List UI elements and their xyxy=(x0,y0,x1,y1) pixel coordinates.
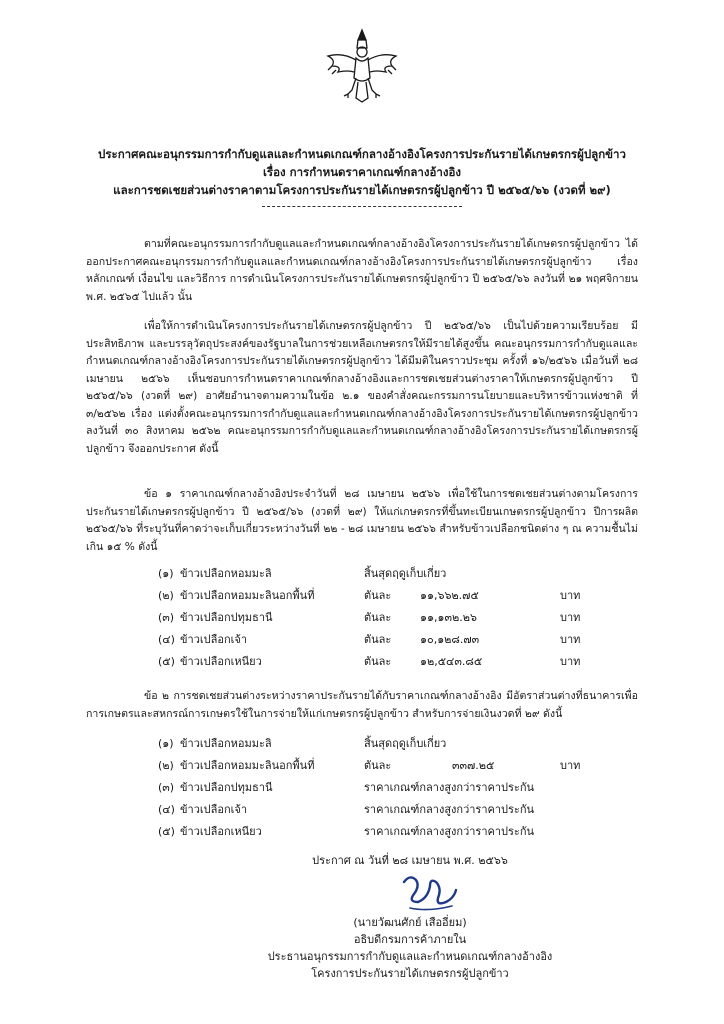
comp-row-no: (๕) xyxy=(158,825,175,838)
price-row-unit: ตันละ xyxy=(364,611,392,624)
price-row-value: ๑๒,๕๔๓.๘๕ xyxy=(420,655,483,668)
header-divider xyxy=(262,206,462,207)
comp-row-text: ราคาเกณฑ์กลางสูงกว่าราคาประกัน xyxy=(364,781,535,794)
comp-row-name: ข้าวเปลือกเหนียว xyxy=(180,825,262,838)
signer-name: (นายวัฒนศักย์ เสืออี่ยม) xyxy=(353,916,467,929)
comp-row-no: (๒) xyxy=(158,759,174,772)
price-row-unit: สิ้นสุดฤดูเก็บเกี่ยว xyxy=(364,567,447,580)
price-row-unit: ตันละ xyxy=(364,655,392,668)
price-row-name: ข้าวเปลือกปทุมธานี xyxy=(180,611,273,624)
comp-row-no: (๑) xyxy=(158,737,174,750)
price-row-name: ข้าวเปลือกเหนียว xyxy=(180,655,262,668)
price-row-currency: บาท xyxy=(560,589,581,602)
price-row-value: ๑๐,๑๒๘.๗๓ xyxy=(420,633,480,646)
price-row-currency: บาท xyxy=(560,633,581,646)
price-row-currency: บาท xyxy=(560,611,581,624)
price-row-no: (๕) xyxy=(158,655,175,668)
signer-position-2: ประธานอนุกรรมการกำกับดูแลและกำหนดเกณฑ์กลางอ้างอิง xyxy=(267,950,553,963)
price-row-name: ข้าวเปลือกเจ้า xyxy=(180,633,248,646)
paragraph-resolution: เพื่อให้การดำเนินโครงการประกันรายได้เกษตรกรผู้ปลูกข้าว ปี ๒๕๖๕/๖๖ เป็นไปด้วยความเรียบร้อย มีประสิทธิภาพ และบรรลุวัตถุประสงค์ของรัฐบาลในการช่วยเหลือเกษตรกรให้มีรายได้สูงขึ้น คณะอนุกรรมการกำกับดูแลและกำหนดเกณฑ์กลางอ้างอิงโครงการประกันรายได้เกษตรกรผู้ปลูกข้าว ได้มีมติในคราวประชุม ครั้งที่ ๑๖/๒๕๖๖ เมื่อวันที่ ๒๘ เมษายน ๒๕๖๖ เห็นชอบการกำหนดราคาเกณฑ์กลางอ้างอิงและการชดเชยส่วนต่างราคาให้เกษตรกรผู้ปลูกข้าว ปี ๒๕๖๕/๖๖ (งวดที่ ๒๙) อาศัยอำนาจตามความในข้อ ๒.๑ ของคำสั่งคณะกรรมการนโยบายและบริหารข้าวแห่งชาติ ที่ ๓/๒๕๖๒ เรื่อง แต่งตั้งคณะอนุกรรมการกำกับดูแลและกำหนดเกณฑ์กลางอ้างอิงโครงการประกันรายได้เกษตรกรผู้ปลูกข้าว ลงวันที่ ๓๐ สิงหาคม ๒๕๖๒ คณะอนุกรรมการกำกับดูแลและกำหนดเกณฑ์กลางอ้างอิงโครงการประกันรายได้เกษตรกรผู้ปลูกข้าว จึงออกประกาศ ดังนี้ xyxy=(86,320,638,455)
price-row-unit: ตันละ xyxy=(364,633,392,646)
comp-row-text: ตันละ xyxy=(364,759,392,772)
signer-position-3: โครงการประกันรายได้เกษตรกรผู้ปลูกข้าว xyxy=(311,967,509,980)
paragraph-clause-1: ข้อ ๑ ราคาเกณฑ์กลางอ้างอิงประจำวันที่ ๒๘ เมษายน ๒๕๖๖ เพื่อใช้ในการชดเชยส่วนต่างตามโครงการประกันรายได้เกษตรกรผู้ปลูกข้าว ปี ๒๕๖๕/๖๖ (งวดที่ ๒๙) ให้แก่เกษตรกรที่ขึ้นทะเบียนเกษตรกรผู้ปลูกข้าว ปีการผลิต ๒๕๖๕/๖๖ ที่ระบุวันที่คาดว่าจะเก็บเกี่ยวระหว่างวันที่ ๒๒ - ๒๘ เมษายน ๒๕๖๖ สำหรับข้าวเปลือกชนิดต่าง ๆ ณ ความชื้นไม่เกิน ๑๕ % ดังนี้ xyxy=(86,488,638,553)
comp-row-text: ราคาเกณฑ์กลางสูงกว่าราคาประกัน xyxy=(364,803,535,816)
garuda-emblem-icon xyxy=(322,26,402,106)
price-row-name: ข้าวเปลือกหอมมะลินอกพื้นที่ xyxy=(180,589,315,602)
comp-row-text: สิ้นสุดฤดูเก็บเกี่ยว xyxy=(364,737,447,750)
comp-row-no: (๓) xyxy=(158,781,175,794)
header-line-2: เรื่อง การกำหนดราคาเกณฑ์กลางอ้างอิง xyxy=(262,165,462,179)
price-row-unit: ตันละ xyxy=(364,589,392,602)
paragraph-intro: ตามที่คณะอนุกรรมการกำกับดูแลและกำหนดเกณฑ์กลางอ้างอิงโครงการประกันรายได้เกษตรกรผู้ปลูกข้าว ได้ออกประกาศคณะอนุกรรมการกำกับดูแลและกำหนดเกณฑ์กลางอ้างอิงโครงการประกันรายได้เกษตรกรผู้ปลูกข้าว เรื่อง หลักเกณฑ์ เงื่อนไข และวิธีการ การดำเนินโครงการประกันรายได้เกษตรกรผู้ปลูกข้าว ปี ๒๕๖๕/๖๖ ลงวันที่ ๒๑ พฤศจิกายน พ.ศ. ๒๕๖๕ ไปแล้ว นั้น xyxy=(86,238,638,303)
price-row-name: ข้าวเปลือกหอมมะลิ xyxy=(180,567,272,580)
comp-row-currency: บาท xyxy=(560,759,581,772)
price-row-no: (๓) xyxy=(158,611,175,624)
price-row-no: (๒) xyxy=(158,589,174,602)
price-row-value: ๑๑,๖๖๒.๗๕ xyxy=(420,589,479,602)
price-row-no: (๔) xyxy=(158,633,175,646)
comp-row-name: ข้าวเปลือกเจ้า xyxy=(180,803,248,816)
comp-row-value: ๓๓๗.๒๕ xyxy=(452,759,495,772)
price-row-value: ๑๑,๑๓๒.๒๖ xyxy=(420,611,477,624)
comp-row-text: ราคาเกณฑ์กลางสูงกว่าราคาประกัน xyxy=(364,825,535,838)
comp-row-name: ข้าวเปลือกหอมมะลินอกพื้นที่ xyxy=(180,759,315,772)
price-row-no: (๑) xyxy=(158,567,174,580)
comp-row-name: ข้าวเปลือกปทุมธานี xyxy=(180,781,273,794)
signer-position-1: อธิบดีกรมการค้าภายใน xyxy=(353,933,467,946)
price-row-currency: บาท xyxy=(560,655,581,668)
header-line-3: และการชดเชยส่วนต่างราคาตามโครงการประกันรายได้เกษตรกรผู้ปลูกข้าว ปี ๒๕๖๕/๖๖ (งวดที่ ๒๙) xyxy=(113,183,611,197)
header-line-1: ประกาศคณะอนุกรรมการกำกับดูแลและกำหนดเกณฑ์กลางอ้างอิงโครงการประกันรายได้เกษตรกรผู้ปลูกข้าว xyxy=(98,147,626,161)
handwritten-signature-icon xyxy=(396,868,462,914)
comp-row-no: (๔) xyxy=(158,803,175,816)
comp-row-name: ข้าวเปลือกหอมมะลิ xyxy=(180,737,272,750)
paragraph-clause-2: ข้อ ๒ การชดเชยส่วนต่างระหว่างราคาประกันรายได้กับราคาเกณฑ์กลางอ้างอิง มีอัตราส่วนต่างที่ธนาคารเพื่อการเกษตรและสหกรณ์การเกษตรใช้ในการจ่ายให้แก่เกษตรกรผู้ปลูกข้าว สำหรับการจ่ายเงินงวดที่ ๒๙ ดังนี้ xyxy=(86,690,638,720)
announce-date: ประกาศ ณ วันที่ ๒๘ เมษายน พ.ศ. ๒๕๖๖ xyxy=(312,854,508,867)
